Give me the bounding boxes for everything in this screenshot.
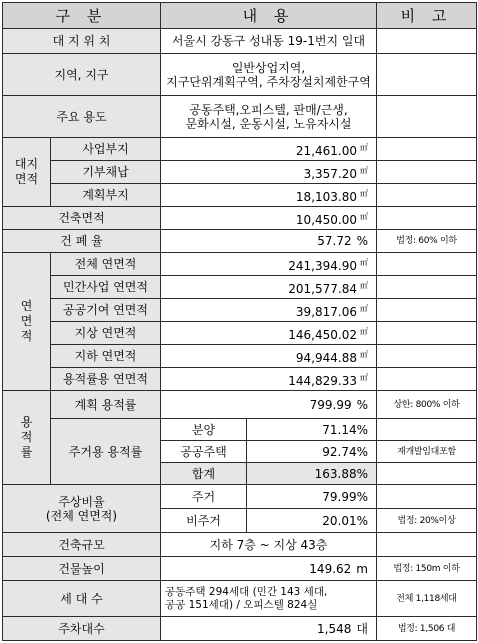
far-residential-sublabel: 공공주택 xyxy=(161,441,247,463)
scale-label: 건축규모 xyxy=(3,533,161,557)
far-residential-sublabel: 합계 xyxy=(161,463,247,485)
parking-row xyxy=(3,617,477,641)
project-overview-table xyxy=(2,2,477,641)
site-area-value xyxy=(161,161,377,184)
far-planned-label: 계획 용적률 xyxy=(51,391,161,419)
ratio-sublabel: 비주거 xyxy=(161,509,247,533)
households-line-2: 공공 151세대) / 오피스텔 824실 xyxy=(165,598,318,611)
floor-area-number: 144,829.33 xyxy=(288,373,357,388)
site-area-label: 기부채납 xyxy=(51,161,161,184)
floor-area-row xyxy=(3,253,477,276)
far-planned-number: 799.99 xyxy=(309,397,352,412)
site-area-note xyxy=(377,138,477,161)
height-unit: m xyxy=(356,561,368,576)
far-residential-note: 재개발임대포함 xyxy=(377,441,477,463)
floor-area-label: 용적률용 연면적 xyxy=(51,368,161,391)
floor-area-unit: ㎡ xyxy=(360,326,368,336)
header-row xyxy=(3,3,477,29)
floor-area-note xyxy=(377,322,477,345)
floor-area-unit: ㎡ xyxy=(360,372,368,382)
ratio-label xyxy=(3,485,161,533)
height-number: 149.62 xyxy=(309,561,352,576)
floor-area-value xyxy=(161,368,377,391)
far-residential-value: 163.88% xyxy=(247,463,377,485)
floor-area-number: 146,450.02 xyxy=(288,327,357,342)
floor-area-value xyxy=(161,345,377,368)
floor-area-group-char: 연 xyxy=(20,299,33,313)
site-location-value: 서울시 강동구 성내동 19-1번지 일대 xyxy=(161,29,377,54)
parking-value xyxy=(161,617,377,641)
coverage-row xyxy=(3,230,477,253)
floor-area-label: 전체 연면적 xyxy=(51,253,161,276)
site-area-label: 사업부지 xyxy=(51,138,161,161)
far-planned-row xyxy=(3,391,477,419)
floor-area-value xyxy=(161,253,377,276)
floor-area-row xyxy=(3,368,477,391)
floor-area-note xyxy=(377,368,477,391)
coverage-unit: % xyxy=(356,234,368,248)
far-planned-note: 상한: 800% 이하 xyxy=(377,391,477,419)
floor-area-label: 공공기여 연면적 xyxy=(51,299,161,322)
far-residential-value: 71.14% xyxy=(247,419,377,441)
parking-number: 1,548 xyxy=(317,621,352,636)
floor-area-label: 지상 연면적 xyxy=(51,322,161,345)
floor-area-note xyxy=(377,299,477,322)
floor-area-group-label xyxy=(3,253,51,391)
coverage-number: 57.72 xyxy=(317,234,352,248)
zoning-label: 지역, 지구 xyxy=(3,54,161,96)
building-area-label: 건축면적 xyxy=(3,207,161,230)
building-area-value xyxy=(161,207,377,230)
building-area-row xyxy=(3,207,477,230)
site-area-unit: ㎡ xyxy=(360,142,368,152)
coverage-label: 건 폐 율 xyxy=(3,230,161,253)
far-group-char: 률 xyxy=(20,445,33,459)
ratio-value: 20.01% xyxy=(247,509,377,533)
floor-area-row xyxy=(3,322,477,345)
site-area-number: 18,103.80 xyxy=(295,189,357,204)
height-label: 건물높이 xyxy=(3,557,161,581)
ratio-note: 법정: 20%이상 xyxy=(377,509,477,533)
floor-area-group-char: 면 xyxy=(20,314,33,328)
floor-area-number: 201,577.84 xyxy=(288,281,357,296)
building-area-note xyxy=(377,207,477,230)
far-residential-note xyxy=(377,463,477,485)
far-residential-value: 92.74% xyxy=(247,441,377,463)
scale-value: 지하 7층 ~ 지상 43층 xyxy=(161,533,377,557)
households-note: 전체 1,118세대 xyxy=(377,581,477,617)
site-area-row xyxy=(3,184,477,207)
site-area-number: 3,357.20 xyxy=(303,166,357,181)
scale-row xyxy=(3,533,477,557)
site-area-value xyxy=(161,184,377,207)
height-value xyxy=(161,557,377,581)
floor-area-row xyxy=(3,276,477,299)
header-content: 내 용 xyxy=(161,3,377,29)
far-residential-label: 주거용 용적률 xyxy=(51,419,161,485)
site-area-value xyxy=(161,138,377,161)
height-row xyxy=(3,557,477,581)
main-use-line-2: 문화시설, 운동시설, 노유자시설 xyxy=(185,116,352,131)
parking-note: 법정: 1,506 대 xyxy=(377,617,477,641)
zoning-line-2: 지구단위계획구역, 주차장설치제한구역 xyxy=(166,74,371,89)
main-use-value xyxy=(161,96,377,138)
ratio-label-line-1: 주상비율 xyxy=(58,494,105,509)
header-category: 구 분 xyxy=(3,3,161,29)
ratio-label-line-2: (전체 연면적) xyxy=(45,508,118,523)
far-residential-row xyxy=(3,419,477,441)
site-location-note xyxy=(377,29,477,54)
main-use-line-1: 공동주택,오피스텔, 판매/근생, xyxy=(189,102,348,117)
floor-area-row xyxy=(3,345,477,368)
site-area-group-char: 면적 xyxy=(14,172,39,186)
floor-area-number: 94,944.88 xyxy=(295,350,357,365)
far-residential-note xyxy=(377,419,477,441)
households-row xyxy=(3,581,477,617)
parking-unit: 대 xyxy=(356,621,368,636)
floor-area-group-char: 적 xyxy=(20,329,33,343)
zoning-row xyxy=(3,54,477,96)
far-planned-unit: % xyxy=(356,397,368,412)
site-location-row xyxy=(3,29,477,54)
site-area-note xyxy=(377,161,477,184)
far-planned-value xyxy=(161,391,377,419)
main-use-note xyxy=(377,96,477,138)
floor-area-number: 39,817.06 xyxy=(295,304,357,319)
floor-area-value xyxy=(161,276,377,299)
site-area-label: 계획부지 xyxy=(51,184,161,207)
floor-area-note xyxy=(377,345,477,368)
floor-area-unit: ㎡ xyxy=(360,303,368,313)
households-label: 세 대 수 xyxy=(3,581,161,617)
coverage-note: 법정: 60% 이하 xyxy=(377,230,477,253)
zoning-note xyxy=(377,54,477,96)
floor-area-value xyxy=(161,322,377,345)
site-area-row xyxy=(3,161,477,184)
parking-label: 주차대수 xyxy=(3,617,161,641)
coverage-value xyxy=(161,230,377,253)
floor-area-number: 241,394.90 xyxy=(288,258,357,273)
site-area-group-char: 대지 xyxy=(14,157,39,171)
floor-area-note xyxy=(377,253,477,276)
site-location-label: 대 지 위 치 xyxy=(3,29,161,54)
ratio-sublabel: 주거 xyxy=(161,485,247,509)
far-residential-sublabel: 분양 xyxy=(161,419,247,441)
floor-area-unit: ㎡ xyxy=(360,280,368,290)
far-group-char: 적 xyxy=(20,430,33,444)
building-area-number: 10,450.00 xyxy=(295,212,357,227)
floor-area-unit: ㎡ xyxy=(360,257,368,267)
floor-area-label: 민간사업 연면적 xyxy=(51,276,161,299)
site-area-row xyxy=(3,138,477,161)
floor-area-row xyxy=(3,299,477,322)
site-area-unit: ㎡ xyxy=(360,165,368,175)
ratio-note xyxy=(377,485,477,509)
main-use-label: 주요 용도 xyxy=(3,96,161,138)
ratio-value: 79.99% xyxy=(247,485,377,509)
header-remarks: 비 고 xyxy=(377,3,477,29)
households-line-1: 공동주택 294세대 (민간 143 세대, xyxy=(165,585,328,598)
site-area-group-label xyxy=(3,138,51,207)
height-note: 법정: 150m 이하 xyxy=(377,557,477,581)
building-area-unit: ㎡ xyxy=(360,211,368,221)
site-area-note xyxy=(377,184,477,207)
floor-area-label: 지하 연면적 xyxy=(51,345,161,368)
site-area-unit: ㎡ xyxy=(360,188,368,198)
ratio-row xyxy=(3,485,477,509)
far-group-label xyxy=(3,391,51,485)
main-use-row xyxy=(3,96,477,138)
floor-area-value xyxy=(161,299,377,322)
zoning-value xyxy=(161,54,377,96)
zoning-line-1: 일반상업지역, xyxy=(231,60,306,75)
floor-area-note xyxy=(377,276,477,299)
site-area-number: 21,461.00 xyxy=(295,143,357,158)
households-value xyxy=(161,581,377,617)
scale-note xyxy=(377,533,477,557)
far-group-char: 용 xyxy=(20,415,33,429)
floor-area-unit: ㎡ xyxy=(360,349,368,359)
